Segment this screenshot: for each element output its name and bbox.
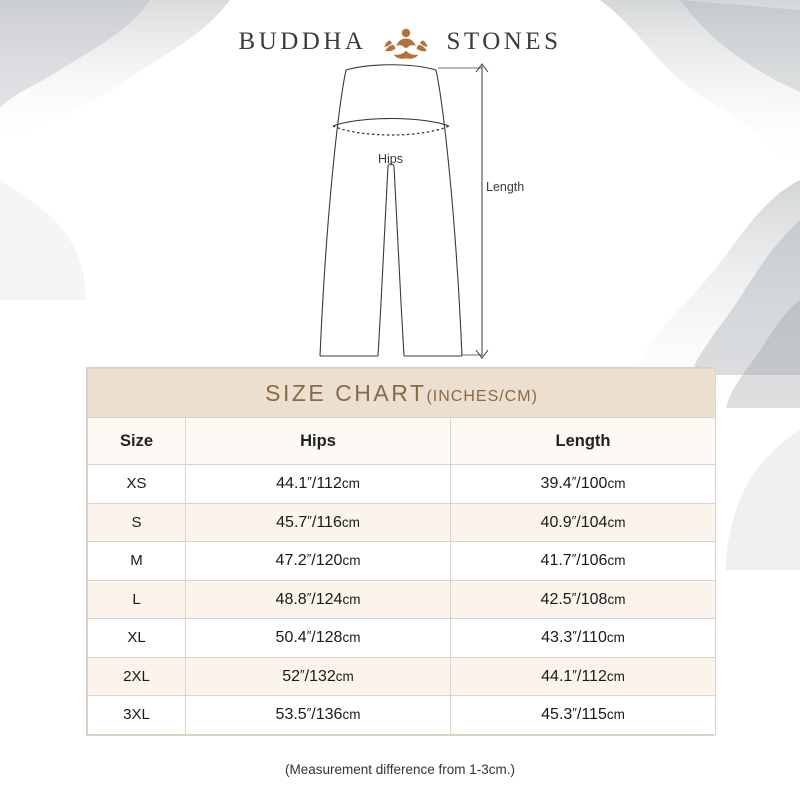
table-row [88,657,716,696]
inch-mark: ″ [571,589,577,605]
cell-hips-inches: 48.8 [275,590,307,608]
inch-mark: ″ [300,666,305,682]
size-chart-table-wrapper [86,367,714,736]
cell-length-inches: 42.5 [540,590,572,608]
unit-separator: / [304,667,310,685]
unit-separator: / [576,475,581,493]
cell-hips-inches: 44.1 [276,475,308,493]
inch-mark: ″ [571,474,577,490]
unit-separator: / [576,513,581,531]
table-body [88,465,716,735]
garment-diagram [300,58,560,358]
inch-mark: ″ [571,551,577,567]
cell-hips-cm: 112 [316,475,342,493]
table-row [88,503,716,542]
cell-hips-cm: 136 [315,706,343,724]
cell-hips-cm: 120 [315,552,343,570]
cell-size: 3XL [88,696,186,735]
inch-mark: ″ [306,551,312,567]
cell-hips [186,657,451,696]
cell-size: 2XL [88,657,186,696]
cell-length-inches: 45.3 [541,706,573,724]
cell-length [451,503,716,542]
cm-mark: cm [607,553,626,569]
table-row [88,580,716,619]
cell-length-cm: 108 [580,590,608,608]
cell-hips-inches: 52 [282,667,301,685]
brand-word-right: STONES [446,28,562,55]
cm-mark: cm [606,668,625,684]
cm-mark: cm [342,707,361,723]
cell-length-cm: 115 [581,706,607,724]
cm-mark: cm [341,476,360,492]
inch-mark: ″ [306,628,312,644]
cm-mark: cm [607,476,626,492]
chart-title-row [88,369,716,418]
unit-separator: / [576,552,581,570]
measurement-footnote: (Measurement difference from 1-3cm.) [284,762,516,777]
cell-hips [186,503,451,542]
cell-size: XS [88,465,186,504]
cell-hips-cm: 128 [315,629,343,647]
cell-hips-cm: 132 [309,667,336,685]
cm-mark: cm [342,591,361,607]
column-header-hips: Hips [186,418,451,465]
cell-hips-inches: 53.5 [275,706,307,724]
unit-separator: / [311,513,317,531]
chart-title-cell [88,369,716,418]
cell-hips-cm: 116 [316,513,342,531]
cell-hips [186,696,451,735]
lotus-meditation-logo-icon [380,20,432,64]
cell-length-cm: 106 [580,552,608,570]
cm-mark: cm [342,553,361,569]
cell-length [451,580,716,619]
brand-header [0,20,800,64]
cell-hips [186,465,451,504]
table-row [88,696,716,735]
cell-hips [186,619,451,658]
cell-size: XL [88,619,186,658]
size-chart-table [87,368,716,735]
table-row [88,465,716,504]
unit-separator: / [311,629,316,647]
inch-mark: ″ [572,628,577,644]
inch-mark: ″ [306,705,312,721]
unit-separator: / [311,552,316,570]
inch-mark: ″ [307,474,312,490]
unit-separator: / [311,475,317,493]
cm-mark: cm [341,514,360,530]
cell-hips-cm: 124 [315,590,343,608]
table-row [88,542,716,581]
cell-hips-inches: 50.4 [275,629,307,647]
cell-length [451,619,716,658]
inch-mark: ″ [572,705,577,721]
cell-hips-inches: 45.7 [276,513,308,531]
hips-measure-label: Hips [378,152,404,166]
cell-hips [186,542,451,581]
unit-separator: / [576,667,582,685]
cell-length-inches: 39.4 [540,475,572,493]
chart-title-main: SIZE CHART [265,379,427,406]
cell-length-cm: 100 [580,475,608,493]
cell-length [451,465,716,504]
cm-mark: cm [607,514,626,530]
cell-length-cm: 104 [580,513,608,531]
cell-size: L [88,580,186,619]
cm-mark: cm [606,630,625,646]
length-measure-label: Length [486,180,525,194]
cell-hips [186,580,451,619]
inch-mark: ″ [306,589,312,605]
cm-mark: cm [606,707,625,723]
cell-length-inches: 44.1 [541,667,573,685]
table-row [88,619,716,658]
column-header-length: Length [451,418,716,465]
cm-mark: cm [607,591,626,607]
unit-separator: / [576,629,582,647]
cell-length [451,657,716,696]
cell-length-cm: 110 [581,629,607,647]
inch-mark: ″ [307,512,312,528]
table-header-row [88,418,716,465]
cell-length [451,696,716,735]
cell-length [451,542,716,581]
cell-size: S [88,503,186,542]
inch-mark: ″ [571,512,577,528]
chart-title-sub: (INCHES/CM) [426,387,538,405]
unit-separator: / [311,590,316,608]
brand-word-left: BUDDHA [238,28,367,55]
cell-length-cm: 112 [581,667,607,685]
cm-mark: cm [342,630,361,646]
column-header-size: Size [88,418,186,465]
cell-hips-inches: 47.2 [275,552,307,570]
inch-mark: ″ [572,666,577,682]
cell-length-inches: 43.3 [541,629,573,647]
unit-separator: / [576,590,581,608]
unit-separator: / [311,706,316,724]
unit-separator: / [576,706,582,724]
cell-length-inches: 41.7 [540,552,572,570]
cell-size: M [88,542,186,581]
cm-mark: cm [335,668,354,684]
cell-length-inches: 40.9 [540,513,572,531]
